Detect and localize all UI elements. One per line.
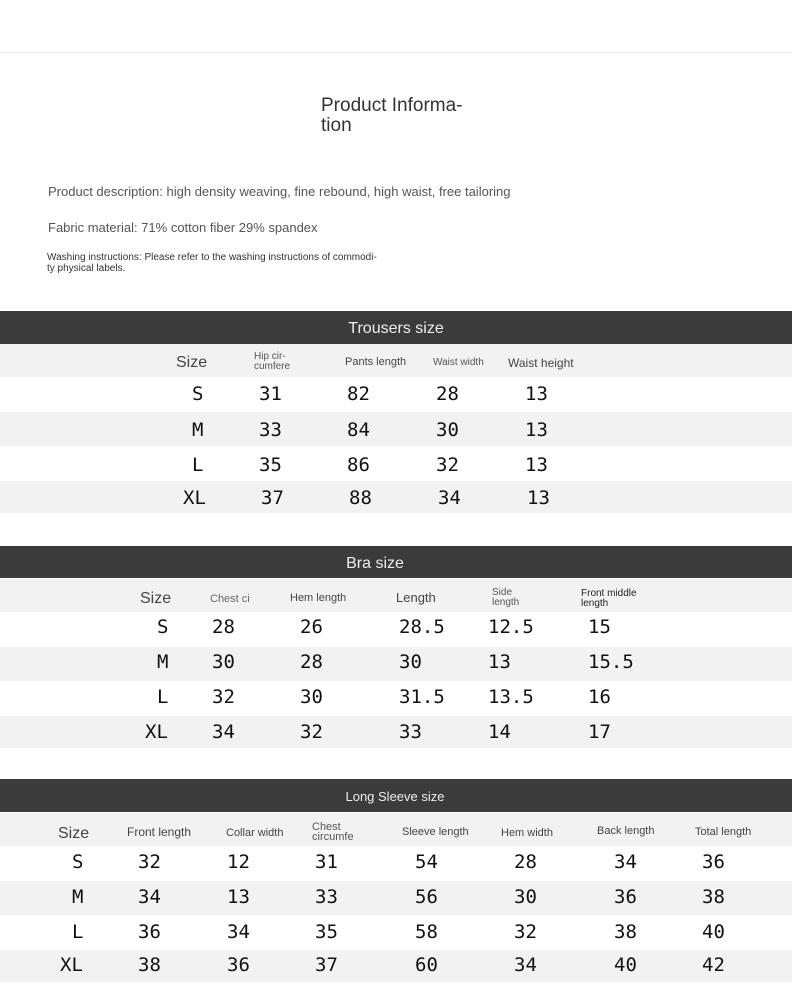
bra-header-front-line1: Front middle <box>581 588 637 599</box>
bra-front-cell: 15 <box>588 616 611 638</box>
bra-length-cell: 28.5 <box>399 616 445 638</box>
long-sleeve-back-cell: 40 <box>614 954 637 976</box>
bra-front-cell: 17 <box>588 721 611 743</box>
page-title-line1: Product Informa- <box>321 95 463 116</box>
bra-header-side-line2: length <box>492 597 520 608</box>
trousers-waist-height-cell: 13 <box>525 419 548 441</box>
long-sleeve-header-total-length: Total length <box>695 826 752 838</box>
bra-size-title: Bra size <box>346 555 404 572</box>
table-row <box>0 681 792 716</box>
long-sleeve-back-cell: 36 <box>614 886 637 908</box>
table-row <box>0 481 792 513</box>
long-sleeve-back-cell: 34 <box>614 851 637 873</box>
table-row <box>0 377 792 412</box>
long-sleeve-header-back-length: Back length <box>597 825 655 837</box>
long-sleeve-front-cell: 38 <box>138 954 161 976</box>
long-sleeve-header-size: Size <box>58 825 90 842</box>
long-sleeve-hem-cell: 34 <box>514 954 537 976</box>
bra-front-cell: 15.5 <box>588 651 634 673</box>
trousers-hip-cell: 31 <box>259 383 282 405</box>
table-row <box>0 412 792 446</box>
trousers-header-row <box>0 344 792 377</box>
long-sleeve-total-cell: 40 <box>702 921 725 943</box>
bra-chest-cell: 32 <box>212 686 235 708</box>
trousers-size-cell: M <box>192 419 204 441</box>
trousers-header-hip <box>254 352 290 372</box>
long-sleeve-sleeve-cell: 60 <box>415 954 438 976</box>
long-sleeve-header-sleeve-length: Sleeve length <box>402 826 469 838</box>
trousers-waist-width-cell: 34 <box>438 487 461 509</box>
long-sleeve-size-cell: S <box>72 851 84 873</box>
long-sleeve-hem-cell: 28 <box>514 851 537 873</box>
trousers-waist-height-cell: 13 <box>527 487 550 509</box>
trousers-waist-height-cell: 13 <box>525 454 548 476</box>
trousers-header-hip-line2: cumfere <box>254 361 291 372</box>
long-sleeve-chest-cell: 35 <box>315 921 338 943</box>
long-sleeve-header-hem-width: Hem width <box>501 827 553 839</box>
table-row <box>0 446 792 481</box>
long-sleeve-total-cell: 42 <box>702 954 725 976</box>
long-sleeve-size-cell: L <box>72 921 84 943</box>
bra-hem-cell: 32 <box>300 721 323 743</box>
trousers-pants-cell: 88 <box>349 487 372 509</box>
bra-header-side-line1: Side <box>492 587 513 598</box>
long-sleeve-collar-cell: 36 <box>227 954 250 976</box>
bra-chest-cell: 34 <box>212 721 235 743</box>
long-sleeve-front-cell: 34 <box>138 886 161 908</box>
long-sleeve-chest-cell: 33 <box>315 886 338 908</box>
product-description: Product description: high density weaving, fine rebound, high waist, free tailoring <box>48 184 511 199</box>
long-sleeve-collar-cell: 12 <box>227 851 250 873</box>
bra-hem-cell: 26 <box>300 616 323 638</box>
long-sleeve-header-chest-line1: Chest <box>312 821 341 833</box>
fabric-material: Fabric material: 71% cotton fiber 29% spandex <box>48 220 318 235</box>
long-sleeve-sleeve-cell: 54 <box>415 851 438 873</box>
bra-length-cell: 30 <box>399 651 422 673</box>
washing-instructions-line1: Washing instructions: Please refer to the washing instructions of commodi- <box>47 252 377 263</box>
trousers-header-hip-line1: Hip cir- <box>254 351 286 362</box>
long-sleeve-chest-cell: 37 <box>315 954 338 976</box>
trousers-size-bar <box>0 311 792 344</box>
trousers-header-size: Size <box>176 354 208 371</box>
page-title-line2: tion <box>321 115 352 136</box>
trousers-size-cell: XL <box>183 487 206 509</box>
bra-size-bar <box>0 546 792 578</box>
long-sleeve-front-cell: 36 <box>138 921 161 943</box>
bra-header-row <box>0 579 792 612</box>
bra-side-cell: 14 <box>488 721 511 743</box>
trousers-waist-width-cell: 28 <box>436 383 459 405</box>
trousers-waist-width-cell: 32 <box>436 454 459 476</box>
long-sleeve-collar-cell: 13 <box>227 886 250 908</box>
washing-instructions <box>47 252 417 274</box>
long-sleeve-header-chest <box>312 822 354 842</box>
bra-size-cell: L <box>157 686 169 708</box>
long-sleeve-size-title: Long Sleeve size <box>345 789 445 804</box>
long-sleeve-header-row <box>0 813 792 846</box>
table-row <box>0 846 792 881</box>
bra-size-cell: M <box>157 651 169 673</box>
long-sleeve-size-cell: M <box>72 886 84 908</box>
trousers-pants-cell: 84 <box>347 419 370 441</box>
trousers-size-cell: L <box>192 454 204 476</box>
page-title <box>321 96 491 136</box>
bra-side-cell: 12.5 <box>488 616 534 638</box>
bra-header-hem-length: Hem length <box>290 592 347 604</box>
top-divider <box>0 52 792 53</box>
bra-length-cell: 33 <box>399 721 422 743</box>
bra-hem-cell: 30 <box>300 686 323 708</box>
bra-header-side-length <box>492 588 519 608</box>
long-sleeve-collar-cell: 34 <box>227 921 250 943</box>
bra-side-cell: 13.5 <box>488 686 534 708</box>
long-sleeve-sleeve-cell: 58 <box>415 921 438 943</box>
trousers-header-waist-width: Waist width <box>433 357 484 368</box>
bra-size-cell: S <box>157 616 169 638</box>
bra-front-cell: 16 <box>588 686 611 708</box>
bra-header-length: Length <box>396 590 436 605</box>
trousers-waist-height-cell: 13 <box>525 383 548 405</box>
trousers-pants-cell: 82 <box>347 383 370 405</box>
table-row <box>0 881 792 915</box>
long-sleeve-header-chest-line2: circumfe <box>312 831 354 843</box>
bra-header-chest: Chest ci <box>210 593 250 605</box>
long-sleeve-hem-cell: 32 <box>514 921 537 943</box>
bra-chest-cell: 28 <box>212 616 235 638</box>
long-sleeve-chest-cell: 31 <box>315 851 338 873</box>
trousers-size-title: Trousers size <box>348 320 444 337</box>
bra-size-cell: XL <box>145 721 168 743</box>
bra-chest-cell: 30 <box>212 651 235 673</box>
bra-header-size: Size <box>140 590 172 607</box>
trousers-waist-width-cell: 30 <box>436 419 459 441</box>
long-sleeve-back-cell: 38 <box>614 921 637 943</box>
bra-hem-cell: 28 <box>300 651 323 673</box>
table-row <box>0 915 792 950</box>
table-row <box>0 612 792 647</box>
long-sleeve-sleeve-cell: 56 <box>415 886 438 908</box>
long-sleeve-size-cell: XL <box>60 954 83 976</box>
bra-header-front-middle-length <box>581 589 637 609</box>
trousers-header-pants-length: Pants length <box>345 356 407 368</box>
bra-length-cell: 31.5 <box>399 686 445 708</box>
trousers-header-waist-height: Waist height <box>508 356 574 370</box>
long-sleeve-total-cell: 38 <box>702 886 725 908</box>
trousers-pants-cell: 86 <box>347 454 370 476</box>
table-row <box>0 716 792 748</box>
long-sleeve-size-bar <box>0 779 792 812</box>
table-row <box>0 647 792 681</box>
long-sleeve-total-cell: 36 <box>702 851 725 873</box>
trousers-hip-cell: 37 <box>261 487 284 509</box>
table-row <box>0 950 792 982</box>
long-sleeve-header-collar-width: Collar width <box>226 827 284 839</box>
trousers-hip-cell: 35 <box>259 454 282 476</box>
washing-instructions-line2: ty physical labels. <box>47 263 126 274</box>
trousers-hip-cell: 33 <box>259 419 282 441</box>
bra-side-cell: 13 <box>488 651 511 673</box>
bra-header-front-line2: length <box>581 598 609 609</box>
long-sleeve-header-front-length: Front length <box>127 825 192 839</box>
long-sleeve-front-cell: 32 <box>138 851 161 873</box>
long-sleeve-hem-cell: 30 <box>514 886 537 908</box>
trousers-size-cell: S <box>192 383 204 405</box>
